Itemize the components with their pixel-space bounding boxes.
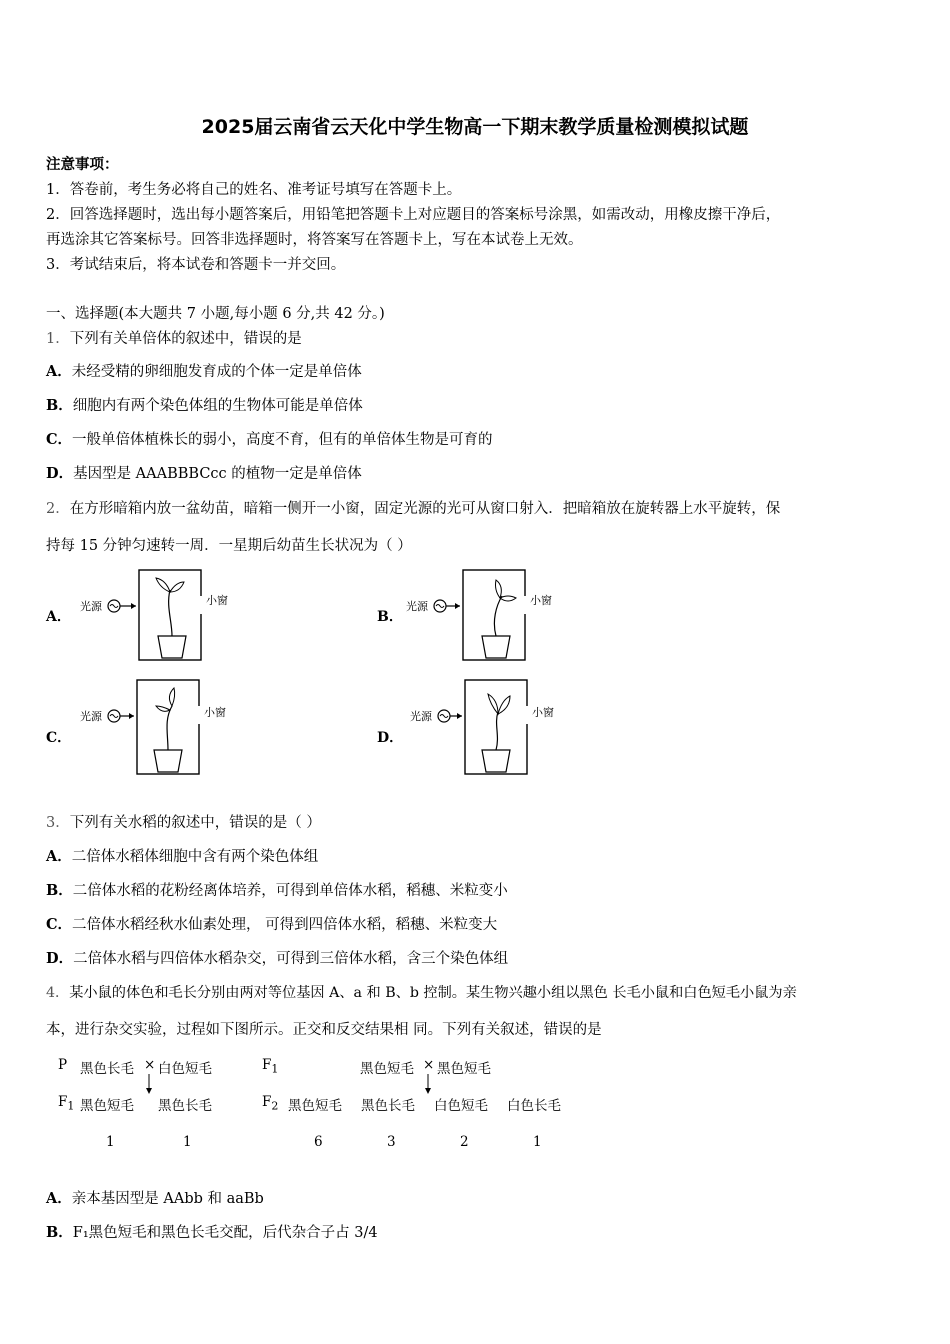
notice-item-2: 2．回答选择题时，选出每小题答案后，用铅笔把答题卡上对应题目的答案标号涂黑，如需改动，用橡皮擦干净后， [46, 207, 781, 223]
question-4-cont: 本，进行杂交实验，过程如下图所示。正交和反交结果相 同。下列有关叙述，错误的是 [46, 1022, 602, 1038]
arrow-icon [455, 603, 460, 609]
light-source-label: 光源 [80, 710, 102, 723]
figure-c-box [78, 676, 248, 776]
pot-icon [482, 750, 510, 772]
option-text: F₁黑色短毛和黑色长毛交配，后代杂合子占 3/4 [72, 1225, 378, 1241]
option-text: 亲本基因型是 AAbb 和 aaBb [71, 1191, 264, 1207]
question-4 [46, 982, 797, 1002]
arrow-icon [129, 713, 134, 719]
cross-f2-child-1: 黑色短毛 [288, 1098, 342, 1114]
option-label: C． [46, 916, 73, 933]
question-stem: 下列有关单倍体的叙述中，错误的是 [69, 331, 302, 347]
question-number: 1． [46, 331, 70, 347]
question-stem: 在方形暗箱内放一盆幼苗，暗箱一侧开一小窗，固定光源的光可从窗口射入．把暗箱放在旋转器上水平旋转，保 [69, 501, 781, 517]
cross-f2-ratio-4: 1 [533, 1134, 542, 1150]
figure-a-label: A． [46, 609, 71, 625]
dark-box [465, 680, 527, 774]
q1-option-b [46, 394, 363, 415]
option-label: A． [46, 363, 72, 380]
cross-f2-label: $F_2$ [262, 1094, 279, 1113]
option-label: B． [46, 397, 73, 414]
page-title: 2025届云南省云天化中学生物高一下期末教学质量检测模拟试题 [201, 116, 749, 138]
option-text: 未经受精的卵细胞发育成的个体一定是单倍体 [71, 364, 362, 380]
window-label: 小窗 [530, 594, 552, 607]
cross-f1-child-2: 黑色长毛 [158, 1098, 212, 1114]
window-label: 小窗 [206, 594, 228, 607]
cross-f1-ratio-2: 1 [183, 1134, 192, 1150]
q1-option-d [46, 462, 362, 483]
cross-p-parent-2: 白色短毛 [158, 1061, 212, 1077]
option-text: 二倍体水稻经秋水仙素处理， 可得到四倍体水稻，稻穗、米粒变大 [72, 917, 498, 933]
option-label: D． [46, 950, 74, 967]
question-1 [46, 327, 302, 348]
window-label: 小窗 [532, 706, 554, 719]
option-label: C． [46, 431, 73, 448]
q4-option-b [46, 1221, 378, 1242]
cross-times-icon: × [144, 1057, 156, 1073]
option-text: 细胞内有两个染色体组的生物体可能是单倍体 [72, 398, 363, 414]
window-label: 小窗 [204, 706, 226, 719]
cross-f2-ratio-1: 6 [314, 1134, 323, 1150]
option-label: B． [46, 1224, 73, 1241]
option-text: 一般单倍体植株长的弱小，高度不育，但有的单倍体生物是可育的 [72, 432, 493, 448]
light-source-label: 光源 [80, 600, 102, 613]
option-text: 二倍体水稻的花粉经离体培养，可得到单倍体水稻，稻穗、米粒变小 [72, 883, 508, 899]
pot-icon [482, 636, 510, 658]
notice-item-3: 3．考试结束后，将本试卷和答题卡一并交回。 [46, 257, 346, 273]
dark-box [463, 570, 525, 660]
arrow-icon [457, 713, 462, 719]
option-text: 二倍体水稻体细胞中含有两个染色体组 [71, 849, 319, 865]
notice-heading: 注意事项： [46, 156, 119, 173]
cross-p-label: P [58, 1057, 68, 1073]
light-source-label: 光源 [406, 600, 428, 613]
option-label: B． [46, 882, 73, 899]
question-3 [46, 811, 321, 832]
cross-f1b-parent-1: 黑色短毛 [360, 1061, 414, 1077]
cross-f1b-label: $F_1$ [262, 1057, 279, 1076]
cross-f2-child-3: 白色短毛 [434, 1098, 488, 1114]
cross-f2-ratio-2: 3 [387, 1134, 396, 1150]
pot-icon [158, 636, 186, 658]
figure-a-box [78, 566, 248, 662]
option-label: D． [46, 465, 74, 482]
cross-arrow-icon [422, 1074, 434, 1094]
light-source-label: 光源 [410, 710, 432, 723]
question-number: 3． [46, 815, 70, 831]
cross-f1-child-1: 黑色短毛 [80, 1098, 134, 1114]
question-stem: 某小鼠的体色和毛长分别由两对等位基因 A、a 和 B、b 控制。某生物兴趣小组以黑色 长毛小鼠和白色短毛小鼠为亲 [69, 985, 797, 1001]
notice-item-2-cont: 再选涂其它答案标号。回答非选择题时，将答案写在答题卡上，写在本试卷上无效。 [46, 232, 583, 248]
cross-f2-child-4: 白色长毛 [507, 1098, 561, 1114]
question-number: 4． [46, 985, 70, 1001]
dark-box [137, 680, 199, 774]
seedling-icon [494, 596, 502, 636]
seedling-icon [169, 590, 172, 636]
question-number: 2． [46, 501, 70, 517]
seedling-icon [496, 712, 498, 750]
q3-option-c [46, 913, 497, 934]
q1-option-a [46, 360, 362, 381]
figure-d-box [408, 676, 578, 776]
cross-f1-ratio-1: 1 [106, 1134, 115, 1150]
question-2 [46, 497, 780, 518]
q3-option-d [46, 947, 508, 968]
cross-f2-ratio-3: 2 [460, 1134, 469, 1150]
figure-b-box [404, 566, 574, 662]
question-2-cont: 持每 15 分钟匀速转一周．一星期后幼苗生长状况为（ ） [46, 538, 412, 554]
cross-times-icon: × [423, 1057, 435, 1073]
figure-c-label: C． [46, 730, 72, 746]
option-label: A． [46, 1190, 72, 1207]
cross-f1b-parent-2: 黑色短毛 [437, 1061, 491, 1077]
q3-option-a [46, 845, 318, 866]
figure-d-label: D． [377, 730, 404, 746]
cross-p-parent-1: 黑色长毛 [80, 1061, 134, 1077]
cross-f2-child-2: 黑色长毛 [361, 1098, 415, 1114]
figure-b-label: B． [377, 609, 403, 625]
notice-item-1: 1．答卷前，考生务必将自己的姓名、准考证号填写在答题卡上。 [46, 182, 462, 198]
question-stem: 下列有关水稻的叙述中，错误的是（ ） [69, 815, 321, 831]
seedling-icon [167, 706, 172, 750]
option-text: 基因型是 AAABBBCcc 的植物一定是单倍体 [73, 466, 362, 482]
q1-option-c [46, 428, 493, 449]
q3-option-b [46, 879, 508, 900]
option-label: A． [46, 848, 72, 865]
option-text: 二倍体水稻与四倍体水稻杂交，可得到三倍体水稻，含三个染色体组 [73, 951, 509, 967]
pot-icon [154, 750, 182, 772]
cross-arrow-icon [143, 1074, 155, 1094]
q4-option-a [46, 1187, 264, 1208]
cross-f1-label: $F_1$ [58, 1094, 75, 1113]
section-heading: 一、选择题(本大题共 7 小题,每小题 6 分,共 42 分。) [46, 306, 385, 322]
arrow-icon [131, 603, 136, 609]
